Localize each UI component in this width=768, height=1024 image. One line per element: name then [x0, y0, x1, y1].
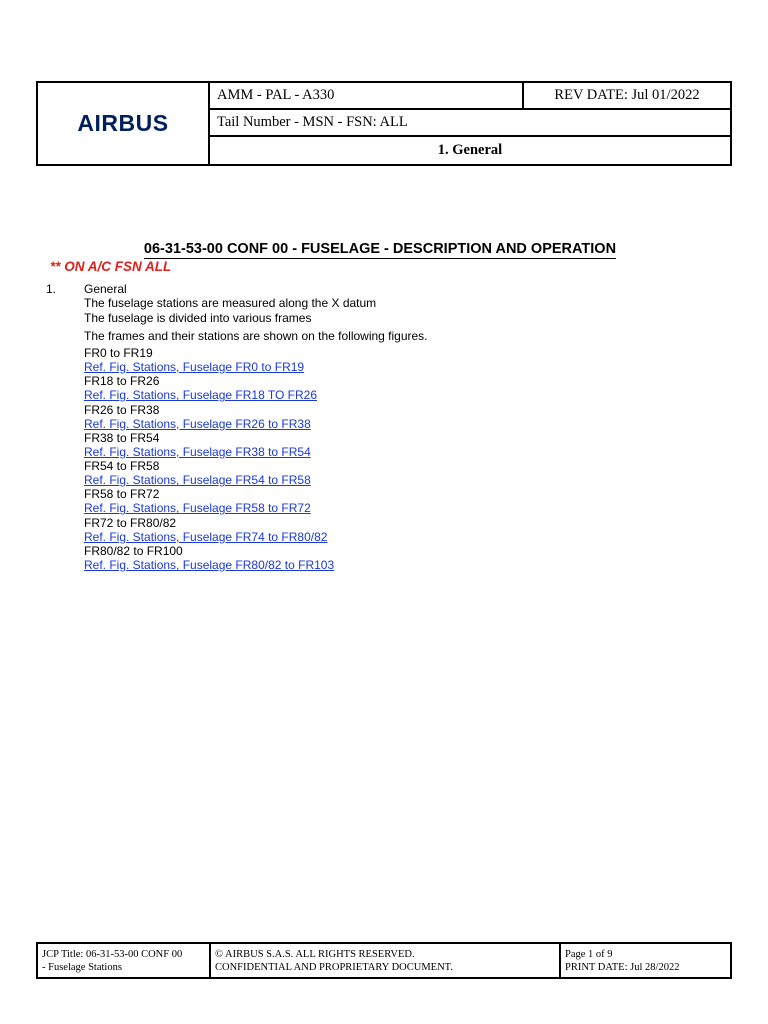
print-date: PRINT DATE: Jul 28/2022	[565, 962, 680, 973]
figure-link[interactable]: Ref. Fig. Stations, Fuselage FR54 to FR58	[84, 473, 311, 488]
frame-range: FR0 to FR19	[84, 346, 153, 360]
paragraph: The frames and their stations are shown on the following figures.	[84, 329, 428, 343]
figure-link[interactable]: Ref. Fig. Stations, Fuselage FR0 to FR19	[84, 360, 305, 374]
manual-model: AMM - PAL - A330	[210, 83, 524, 108]
frame-range: FR80/82 to FR100	[84, 544, 183, 559]
header-row-1	[210, 83, 730, 110]
paragraph: The fuselage stations are measured along the X datum	[84, 296, 377, 310]
frames-list	[84, 346, 584, 572]
frame-item	[84, 431, 584, 459]
frame-item	[84, 459, 584, 487]
list-number: 1.	[46, 282, 57, 296]
frame-item	[84, 487, 584, 515]
section-title: 1. General	[437, 142, 503, 158]
page-info-cell	[561, 944, 730, 977]
figure-link[interactable]: Ref. Fig. Stations, Fuselage FR38 to FR54	[84, 444, 311, 459]
general-heading: General	[84, 282, 127, 296]
paragraph: The fuselage is divided into various frames	[84, 311, 312, 325]
frame-item	[84, 544, 584, 572]
tail-number: Tail Number - MSN - FSN: ALL	[217, 114, 408, 130]
frame-item	[84, 403, 584, 431]
header-row-2	[210, 110, 730, 137]
jcp-title-line: - Fuselage Stations	[42, 962, 122, 973]
jcp-title-line: JCP Title: 06-31-53-00 CONF 00	[42, 949, 183, 960]
frame-range: FR18 to FR26	[84, 374, 160, 389]
header-row-3	[210, 137, 730, 164]
page-title	[0, 241, 760, 257]
frame-range: FR72 to FR80/82	[84, 515, 177, 530]
document-header	[36, 81, 732, 166]
frame-item	[84, 516, 584, 544]
figure-link[interactable]: Ref. Fig. Stations, Fuselage FR18 TO FR26	[84, 388, 317, 403]
jcp-title-cell	[38, 944, 211, 977]
airbus-logo: AIRBUS	[77, 110, 169, 136]
page-number: Page 1 of 9	[565, 949, 613, 960]
page-title-text: 06-31-53-00 CONF 00 - FUSELAGE - DESCRIPTION AND OPERATION	[143, 241, 617, 257]
frame-range: FR26 to FR38	[84, 402, 160, 417]
frame-range: FR54 to FR58	[84, 459, 160, 474]
frame-item	[84, 374, 584, 402]
logo-cell	[38, 83, 210, 164]
revision-date: REV DATE: Jul 01/2022	[554, 87, 700, 103]
rights-cell	[211, 944, 561, 977]
figure-link[interactable]: Ref. Fig. Stations, Fuselage FR80/82 to FR103	[84, 558, 335, 573]
frame-item	[84, 346, 584, 374]
frame-range: FR38 to FR54	[84, 430, 160, 445]
document-footer	[36, 942, 732, 979]
rights-line: © AIRBUS S.A.S. ALL RIGHTS RESERVED.	[215, 949, 415, 960]
figure-link[interactable]: Ref. Fig. Stations, Fuselage FR58 to FR72	[84, 501, 311, 516]
applicability-note: ** ON A/C FSN ALL	[50, 259, 172, 274]
figure-link[interactable]: Ref. Fig. Stations, Fuselage FR26 to FR38	[84, 416, 311, 431]
figure-link[interactable]: Ref. Fig. Stations, Fuselage FR74 to FR80/82	[84, 529, 328, 544]
frame-range: FR58 to FR72	[84, 487, 160, 502]
confidential-line: CONFIDENTIAL AND PROPRIETARY DOCUMENT.	[215, 962, 453, 973]
